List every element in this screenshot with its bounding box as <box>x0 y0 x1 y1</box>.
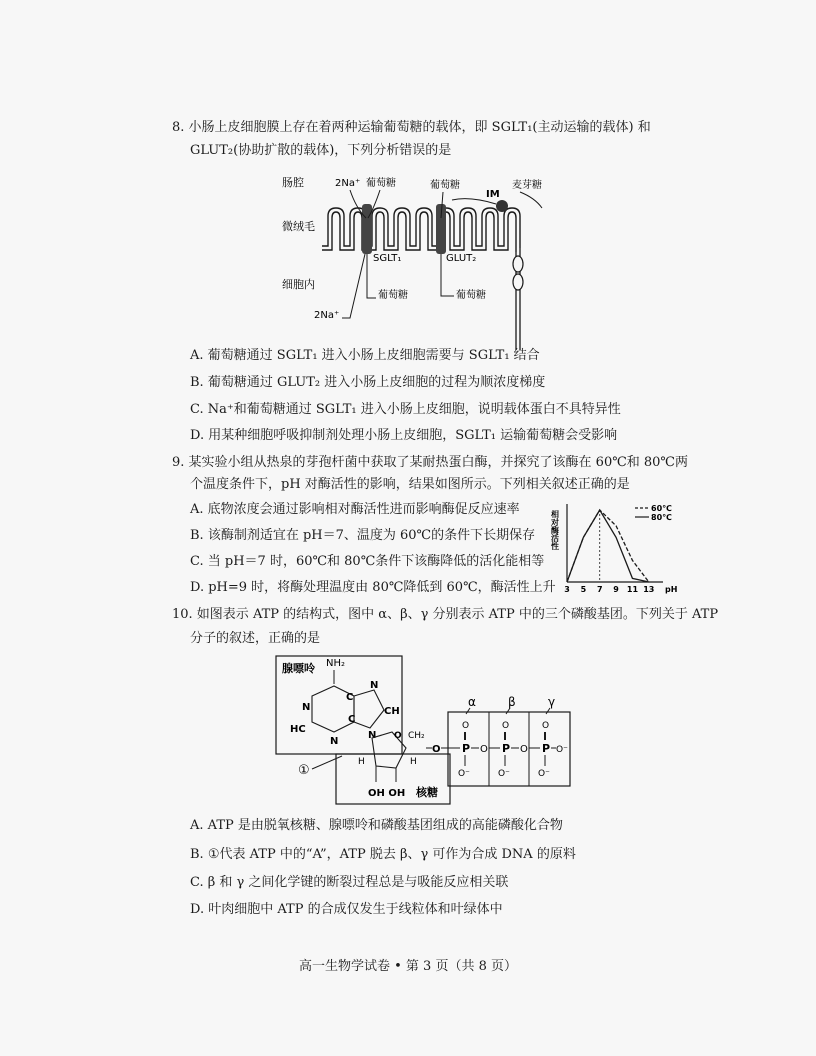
ribose-h1: H <box>358 757 365 767</box>
q9-option-d[interactable]: D. pH=9 时，将酶处理温度由 80℃降低到 60℃，酶活性上升 <box>190 580 556 595</box>
atom-n9: N <box>368 730 377 741</box>
circle-one-label: ① <box>298 763 310 778</box>
phosphate-alpha-ominus: O⁻ <box>458 769 470 779</box>
phosphate-beta-p: P <box>502 742 511 755</box>
atom-n1: N <box>302 702 311 713</box>
chart-x-tick-5: 5 <box>580 585 587 594</box>
chart-series-80℃ <box>567 510 649 582</box>
maltose-arrow <box>520 192 542 208</box>
q10-option-a[interactable]: A. ATP 是由脱氧核糖、腺嘌呤和磷酸基团组成的高能磷酸化合物 <box>190 818 563 833</box>
q10-stem-line2: 分子的叙述，正确的是 <box>190 631 321 646</box>
microvilli-label: 微绒毛 <box>282 220 315 233</box>
phosphate-alpha-dbl-o: O <box>462 721 470 731</box>
alpha-label: α <box>468 695 476 709</box>
q10-atp-structure <box>272 652 582 808</box>
glucose-top-2-label: 葡萄糖 <box>430 180 460 191</box>
beta-label: β <box>508 695 516 709</box>
im-enzyme <box>496 200 508 212</box>
intracellular-label: 细胞内 <box>282 278 315 291</box>
chart-legend-label-60℃: 60℃ <box>651 504 672 513</box>
ch2-label: CH₂ <box>408 731 425 741</box>
phosphate-beta-dbl-o: O <box>502 721 510 731</box>
phosphate-gamma-ominus: O⁻ <box>538 769 550 779</box>
phosphate-beta-ominus: O⁻ <box>498 769 510 779</box>
na-bottom-label: 2Na⁺ <box>314 310 340 321</box>
q9-stem-line1: 9. 某实验小组从热泉的芽孢杆菌中获取了某耐热蛋白酶，并探究了该酶在 60℃和 80℃两 <box>172 455 688 470</box>
chart-x-tick-3: 3 <box>564 585 570 594</box>
phosphate-gamma-dbl-o: O <box>542 721 550 731</box>
chart-x-tick-9: 9 <box>613 585 619 594</box>
nh2-label: NH₂ <box>326 658 346 669</box>
q8-membrane-diagram <box>280 168 580 350</box>
adenine-label: 腺嘌呤 <box>282 662 315 675</box>
sglt-label: SGLT₁ <box>373 253 402 264</box>
page-footer: 高一生物学试卷 • 第 3 页（共 8 页） <box>298 959 517 974</box>
gamma-label: γ <box>548 695 556 709</box>
glucose-bottom-2-label: 葡萄糖 <box>456 290 486 301</box>
na-out-arrow <box>342 254 365 318</box>
chart-x-label: pH <box>665 585 678 594</box>
ribose-h2: H <box>410 757 417 767</box>
q9-stem-line2: 个温度条件下，pH 对酶活性的影响，结果如图所示。下列相关叙述正确的是 <box>190 477 630 492</box>
glut-label: GLUT₂ <box>446 253 477 264</box>
link-oxygen: O <box>432 744 441 755</box>
atom-hc: HC <box>290 724 306 735</box>
bridge-o-1: O <box>480 744 488 755</box>
atom-c5: C <box>346 692 354 703</box>
phosphate-alpha-p: P <box>462 742 471 755</box>
chart-y-label: 相对酶活性 <box>550 510 560 550</box>
circle-one-pointer <box>312 756 342 769</box>
atom-ch: CH <box>384 706 400 717</box>
lumen-label: 肠腔 <box>282 176 304 189</box>
atom-n7: N <box>370 680 379 691</box>
na-top-label: 2Na⁺ <box>335 178 361 189</box>
im-label: IM <box>486 189 500 200</box>
q9-option-c[interactable]: C. 当 pH＝7 时，60℃和 80℃条件下该酶降低的活化能相等 <box>190 554 545 569</box>
imidazole-ring <box>354 690 384 728</box>
im-bead-2 <box>513 274 523 290</box>
q8-option-d[interactable]: D. 用某种细胞呼吸抑制剂处理小肠上皮细胞，SGLT₁ 运输葡萄糖会受影响 <box>190 428 618 443</box>
oh-label: OH OH <box>368 788 406 799</box>
q9-option-b[interactable]: B. 该酶制剂适宜在 pH＝7、温度为 60℃的条件下长期保存 <box>190 528 536 543</box>
chart-x-tick-11: 11 <box>626 585 639 594</box>
glucose-bottom-1-label: 葡萄糖 <box>378 290 408 301</box>
microvilli-membrane-inner <box>322 212 516 252</box>
terminal-ominus: O⁻ <box>556 745 568 755</box>
im-bead-1 <box>513 256 523 272</box>
chart-x-tick-13: 13 <box>643 585 655 594</box>
q8-option-a[interactable]: A. 葡萄糖通过 SGLT₁ 进入小肠上皮细胞需要与 SGLT₁ 结合 <box>190 348 540 363</box>
glucose-in-arrow <box>368 190 380 218</box>
glucose-top-1-label: 葡萄糖 <box>366 178 396 189</box>
q8-stem-line1: 8. 小肠上皮细胞膜上存在着两种运输葡萄糖的载体，即 SGLT₁(主动运输的载体) 和 <box>172 120 651 135</box>
q8-option-c[interactable]: C. Na⁺和葡萄糖通过 SGLT₁ 进入小肠上皮细胞，说明载体蛋白不具特异性 <box>190 402 621 417</box>
q9-ph-chart <box>545 496 678 598</box>
maltose-label: 麦芽糖 <box>512 180 542 191</box>
q8-option-b[interactable]: B. 葡萄糖通过 GLUT₂ 进入小肠上皮细胞的过程为顺浓度梯度 <box>190 375 546 390</box>
q10-stem-line1: 10. 如图表示 ATP 的结构式，图中 α、β、γ 分别表示 ATP 中的三个磷酸基团。下列关于 ATP <box>172 607 719 622</box>
sglt-transporter <box>362 204 372 254</box>
chart-series-60℃ <box>567 510 649 582</box>
q9-option-a[interactable]: A. 底物浓度会通过影响相对酶活性进而影响酶促反应速率 <box>190 502 520 517</box>
bridge-o-2: O <box>520 744 528 755</box>
q8-stem-line2: GLUT₂(协助扩散的载体)，下列分析错误的是 <box>190 143 452 158</box>
q10-option-b[interactable]: B. ①代表 ATP 中的“A”，ATP 脱去 β、γ 可作为合成 DNA 的原料 <box>190 847 576 862</box>
phosphate-gamma-p: P <box>542 742 551 755</box>
ribose-label: 核糖 <box>416 786 438 799</box>
chart-legend-label-80℃: 80℃ <box>651 513 672 522</box>
ribose-oxygen: O <box>394 731 402 741</box>
q10-option-d[interactable]: D. 叶肉细胞中 ATP 的合成仅发生于线粒体和叶绿体中 <box>190 902 503 917</box>
chart-x-tick-7: 7 <box>596 585 603 594</box>
atom-n3: N <box>330 736 339 747</box>
q10-option-c[interactable]: C. β 和 γ 之间化学键的断裂过程总是与吸能反应相关联 <box>190 875 509 890</box>
atom-c4: C <box>348 714 356 725</box>
